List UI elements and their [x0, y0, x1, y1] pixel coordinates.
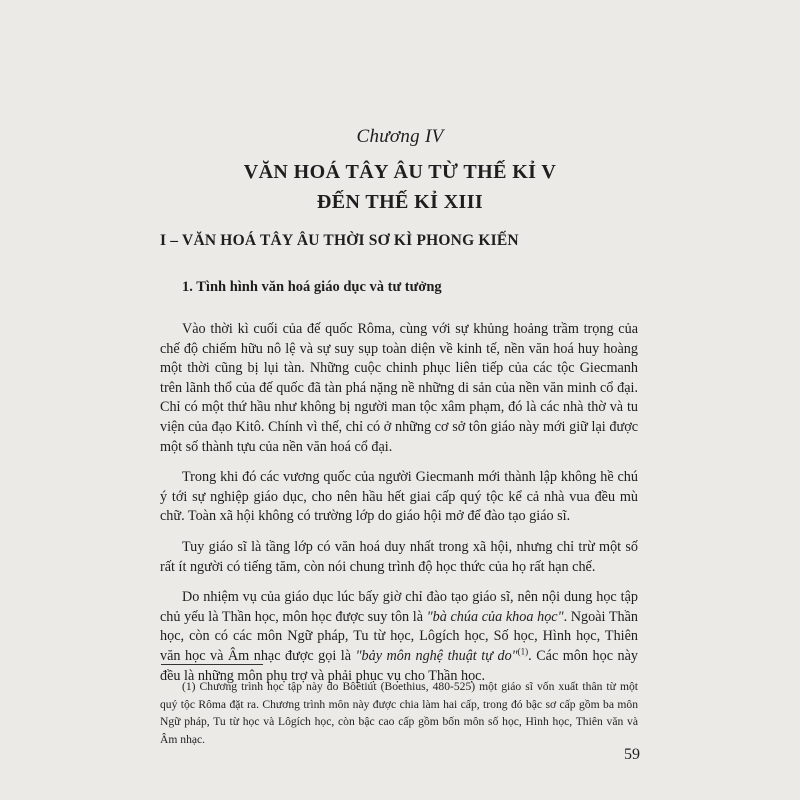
- paragraph-2: Trong khi đó các vương quốc của người Giecmanh mới thành lập không hề chú ý tới sự nghiệp giáo dục, cho nên hầu hết giai cấp quý tộc kể cả nhà vua đều mù chữ. Toàn xã hội không có trường lớp do giáo hội mở để đào tạo giáo sĩ.: [160, 469, 638, 525]
- chapter-label: Chương IV: [356, 126, 444, 147]
- subsection-heading: 1. Tình hình văn hoá giáo dục và tư tưởng: [182, 279, 442, 295]
- paragraph-3: Tuy giáo sĩ là tầng lớp có văn hoá duy nhất trong xã hội, nhưng chỉ trừ một số rất ít người có tiếng tăm, còn nói chung trình độ học thức của họ rất hạn chế.: [160, 538, 638, 575]
- paragraph-4: [160, 588, 638, 686]
- chapter-title-line-1: VĂN HOÁ TÂY ÂU TỪ THẾ KỈ V: [243, 161, 557, 183]
- paragraph-4-part-2: . Ngoài Thần học, còn có các môn Ngữ pháp, Tu từ học, Lôgích học, Số học, Hình học, Thiên văn học và Âm nhạc được gọi là: [160, 608, 638, 664]
- footnote: [160, 678, 638, 748]
- footnote-divider: [161, 664, 263, 665]
- paragraph-1: Vào thời kì cuối của đế quốc Rôma, cùng với sự khủng hoảng trầm trọng của chế độ chiếm hữu nô lệ và sự suy sụp toàn diện về kinh tế, nền văn hoá huy hoàng một thời cũng bị lụi tàn. Những cuộc chinh phục liên tiếp của các tộc Giecmanh trên lãnh thổ của đế quốc đã tàn phá nặng nề những di sản của nền văn minh cổ đại. Chỉ có một thứ hầu như không bị người man tộc xâm phạm, đó là các nhà thờ và tu viện của đạo Kitô. Chính vì thế, chỉ có ở những cơ sở tôn giáo này mới giữ lại được một số thành tựu của nền văn hoá cổ đại.: [160, 321, 638, 455]
- footnote-text: (1) Chương trình học tập này do Bôêtiút (Boethius, 480-525) một giáo sĩ vốn xuất thân từ một quý tộc Rôma đặt ra. Chương trình môn này được chia làm hai cấp, trong đó bậc sơ cấp gồm ba môn Ngữ pháp, Tu từ học và Lôgích học, còn bậc cao cấp gồm bốn môn số học, Hình học, Thiên văn và Âm nhạc.: [160, 680, 638, 746]
- section-heading: I – VĂN HOÁ TÂY ÂU THỜI SƠ KÌ PHONG KIẾN: [160, 232, 519, 249]
- page-number: 59: [624, 746, 640, 763]
- body-text: [160, 320, 638, 697]
- quote-seven-liberal-arts: "bảy môn nghệ thuật tự do": [355, 647, 518, 664]
- paragraph-4-part-3: . Các môn học này đều là những môn phụ trợ và phải phục vụ cho Thần học.: [160, 647, 639, 684]
- chapter-title: [0, 157, 800, 217]
- paragraph-4-part-1: Do nhiệm vụ của giáo dục lúc bấy giờ chỉ đào tạo giáo sĩ, nên nội dung học tập chủ yếu là Thần học, môn học được suy tôn là: [160, 589, 638, 625]
- chapter-title-line-2: ĐẾN THẾ KỈ XIII: [316, 191, 484, 213]
- footnote-reference: (1): [517, 646, 529, 657]
- quote-queen-of-sciences: "bà chúa của khoa học": [426, 608, 564, 625]
